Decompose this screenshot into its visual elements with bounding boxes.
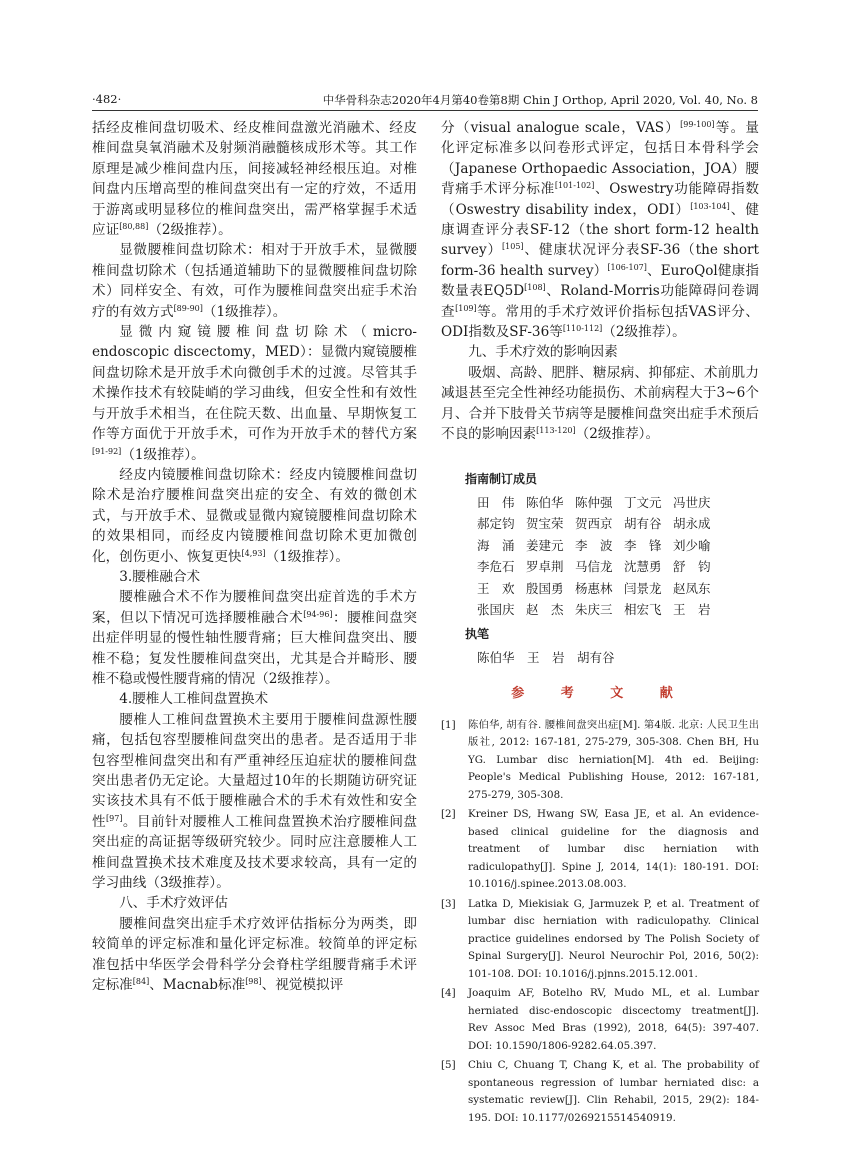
- citation[interactable]: [80,88]: [119, 222, 149, 232]
- citation[interactable]: [110-112]: [562, 324, 603, 334]
- member-name: 赵凤东: [673, 580, 711, 596]
- member-name: 胡有谷: [624, 516, 662, 532]
- guideline-members: [441, 469, 759, 669]
- member-name: 贺西京: [575, 516, 613, 532]
- member-name: 杨惠林: [575, 580, 613, 596]
- paragraph: 腰椎融合术不作为腰椎间盘突出症首选的手术方案，但以下情况可选择腰椎融合术[94-96]：腰椎间盘突出症伴明显的慢性轴性腰背痛；巨大椎间盘突出、腰椎不稳；复发性腰椎间盘突出，尤其是合并畸形、腰椎不稳或慢性腰背痛的情况（2级推荐）。: [92, 589, 418, 687]
- page-number: ·482·: [92, 92, 122, 106]
- member-name: 李 锋: [624, 537, 662, 553]
- section-heading: 九、手术疗效的影响因素: [468, 344, 618, 361]
- writers: 陈伯华 王 岩 胡有谷: [477, 650, 615, 666]
- reference-number: [1]: [441, 718, 456, 731]
- member-name: 张国庆: [477, 602, 515, 618]
- member-name: 李危石: [477, 559, 515, 575]
- member-name: 殷国勇: [526, 580, 564, 596]
- member-name: 胡永成: [673, 516, 711, 532]
- member-name: 相宏飞: [624, 602, 662, 618]
- citation[interactable]: [97]: [106, 813, 123, 823]
- paragraph: 经皮内镜腰椎间盘切除术：经皮内镜腰椎间盘切除术是治疗腰椎间盘突出症的安全、有效的微创术式，与开放手术、显微或显微内窥镜腰椎间盘切除术的效果相同，而经皮内镜腰椎间盘切除术更加微创化，创伤更小、恢复更快[4,93]（1级推荐）。: [92, 466, 417, 565]
- reference-list: [441, 717, 759, 1128]
- member-name: 王 欢: [477, 580, 515, 596]
- reference-number: [3]: [441, 897, 456, 910]
- reference-text: 陈伯华, 胡有谷. 腰椎间盘突出症[M]. 第4版. 北京: 人民卫生出版社, 2012: 167-181, 275-279, 305-308. Chen BH, Hu YG. Lumbar disc herniation[M]. 4th ed. Beijing: People's Medical Publishing House, 2012: 167-181, 275-279, 305-308.: [468, 718, 759, 801]
- paragraph: 分（visual analogue scale，VAS）[99-100]等。量化评定标准多以问卷形式评定，包括日本骨科学会（Japanese Orthopaedic Association，JOA）腰背痛手术评分标准[101-102]、Oswestry功能障碍指数（Oswestry disability index，ODI）[103-104]、健康调查评分表SF-12（the short form-12 health survey）[105]、健康状况评分表SF-36（the short form-36 health survey）[106-107]、EuroQol健康指数量表EQ5D[108]、Roland-Morris功能障碍问卷调查[109]等。常用的手术疗效评价指标包括VAS评分、ODI指数及SF-36等[110-112]（2级推荐）。: [441, 120, 760, 341]
- citation[interactable]: [108]: [524, 283, 546, 293]
- citation[interactable]: [113-120]: [536, 426, 576, 436]
- citation[interactable]: [89-90]: [173, 303, 203, 313]
- section-heading: 八、手术疗效评估: [119, 895, 228, 912]
- reference-text: Latka D, Miekisiak G, Jarmuzek P, et al. Treatment of lumbar disc herniation with radiculopathy. Clinical practice guidelines endorsed by The Polish Society of Spinal Surgery[J]. Neurol Neurochir Pol, 2016, 50(2): 101-108. DOI: 10.1016/j.pjnns.2015.12.001.: [468, 897, 759, 980]
- member-name: 王 岩: [673, 602, 711, 618]
- member-name: 沈慧勇: [624, 559, 662, 575]
- reference-number: [5]: [441, 1059, 456, 1072]
- paragraph: 显微腰椎间盘切除术：相对于开放手术，显微腰椎间盘切除术（包括通道辅助下的显微腰椎间盘切除术）同样安全、有效，可作为腰椎间盘突出症手术治疗的有效方式[89-90]（1级推荐）。: [92, 242, 417, 320]
- paragraph: 括经皮椎间盘切吸术、经皮椎间盘激光消融术、经皮椎间盘臭氧消融术及射频消融髓核成形术等。其工作原理是减少椎间盘内压，间接减轻神经根压迫。对椎间盘内压增高型的椎间盘突出有一定的疗效，不适用于游离或明显移位的椎间盘突出，需严格掌握手术适应证[80,88]（2级推荐）。: [92, 120, 417, 239]
- left-column: [92, 118, 417, 995]
- citation[interactable]: [99-100]: [680, 120, 715, 129]
- member-name: 冯世庆: [673, 494, 711, 510]
- paragraph: 显微内窥镜腰椎间盘切除术（micro-endoscopic discectomy，MED）：显微内窥镜腰椎间盘切除术是开放手术向微创手术的过渡。尽管其手术操作技术有较陡峭的学习曲线，但安全性和有效性与开放手术相当，在住院天数、出血量、早期恢复工作等方面优于开放手术，可作为开放手术的替代方案[91-92]（1级推荐）。: [92, 324, 417, 463]
- reference-text: Joaquim AF, Botelho RV, Mudo ML, et al. Lumbar herniated disc-endoscopic discectomy treatment[J]. Rev Assoc Med Bras (1992), 2018, 64(5): 397-407. DOI: 10.1590/1806-9282.64.05.397.: [468, 987, 759, 1052]
- reference-text: Chiu C, Chuang T, Chang K, et al. The probability of spontaneous regression of lumbar herniated disc: a systematic review[J]. Clin Rehabil, 2015, 29(2): 184-195. DOI: 10.1177/0269215514540919.: [468, 1059, 759, 1124]
- right-column: [441, 118, 759, 1129]
- citation[interactable]: [84]: [132, 977, 150, 987]
- member-name: 刘少喻: [673, 537, 711, 553]
- members-heading: 指南制订成员: [465, 471, 538, 486]
- member-name: 陈伯华: [526, 494, 564, 510]
- reference-number: [2]: [441, 808, 456, 821]
- journal-citation: 中华骨科杂志2020年4月第40卷第8期 Chin J Orthop, April 2020, Vol. 40, No. 8: [322, 93, 758, 107]
- citation[interactable]: [4,93]: [241, 548, 266, 558]
- paragraph: 腰椎间盘突出症手术疗效评估指标分为两类，即较简单的评定标准和量化评定标准。较简单的评定标准包括中华医学会骨科学分会脊柱学组腰背痛手术评定标准[84]、Macnab标准[98]、视觉模拟评: [92, 915, 417, 994]
- reference-number: [4]: [441, 987, 456, 1000]
- citation[interactable]: [106-107]: [607, 262, 647, 272]
- citation[interactable]: [94-96]: [303, 609, 333, 619]
- reference-item: [441, 1057, 759, 1127]
- reference-item: [441, 806, 759, 894]
- member-name: 陈仲强: [575, 494, 613, 510]
- member-name: 郝定钧: [477, 516, 515, 532]
- citation[interactable]: [98]: [245, 977, 262, 987]
- reference-text: Kreiner DS, Hwang SW, Easa JE, et al. An evidence-based clinical guideline for the diagnosis and treatment of lumbar disc herniation with radiculopathy[J]. Spine J, 2014, 14(1): 180-191. DOI: 10.1016/j.spinee.2013.08.003.: [468, 808, 759, 891]
- member-name: 姜建元: [526, 537, 564, 553]
- member-name: 田 伟: [477, 494, 515, 510]
- subsection-heading: 3.腰椎融合术: [119, 568, 201, 585]
- member-name: 闫景龙: [624, 580, 662, 596]
- member-name: 丁文元: [624, 494, 662, 510]
- reference-item: [441, 985, 759, 1055]
- citation[interactable]: [103-104]: [690, 201, 730, 211]
- subsection-heading: 4.腰椎人工椎间盘置换术: [119, 691, 269, 708]
- members-grid: [477, 493, 759, 620]
- member-name: 舒 钧: [673, 559, 711, 575]
- paragraph: 吸烟、高龄、肥胖、糖尿病、抑郁症、术前肌力减退甚至完全性神经功能损伤、术前病程大于3~6个月、合并下肢骨关节病等是腰椎间盘突出症手术预后不良的影响因素[113-120]（2级推荐）。: [441, 364, 759, 443]
- member-name: 赵 杰: [526, 602, 564, 618]
- member-name: 罗卓荆: [526, 559, 564, 575]
- citation[interactable]: [105]: [502, 242, 524, 252]
- citation[interactable]: [91-92]: [92, 446, 122, 456]
- member-name: 马信龙: [575, 559, 613, 575]
- references-title: 参 考 文 献: [511, 686, 689, 702]
- reference-item: [441, 896, 759, 984]
- citation[interactable]: [101-102]: [554, 181, 595, 191]
- paragraph: 腰椎人工椎间盘置换术主要用于腰椎间盘源性腰痛，包括包容型腰椎间盘突出的患者。是否适用于非包容型椎间盘突出和有严重神经压迫症状的腰椎间盘突出患者仍无定论。大量超过10年的长期随访研究证实该技术具有不低于腰椎融合术的手术有效性和安全性[97]。目前针对腰椎人工椎间盘置换术治疗腰椎间盘突出症的高证据等级研究较少。同时应注意腰椎人工椎间盘置换术技术难度及技术要求较高，具有一定的学习曲线（3级推荐）。: [92, 711, 418, 892]
- member-name: 李 波: [575, 537, 613, 553]
- member-name: 海 涌: [477, 537, 515, 553]
- member-name: 朱庆三: [575, 602, 613, 618]
- reference-item: [441, 717, 759, 805]
- member-name: 贺宝荣: [526, 516, 564, 532]
- running-header: [92, 92, 758, 111]
- citation[interactable]: [109]: [455, 303, 477, 313]
- writers-heading: 执笔: [465, 626, 490, 641]
